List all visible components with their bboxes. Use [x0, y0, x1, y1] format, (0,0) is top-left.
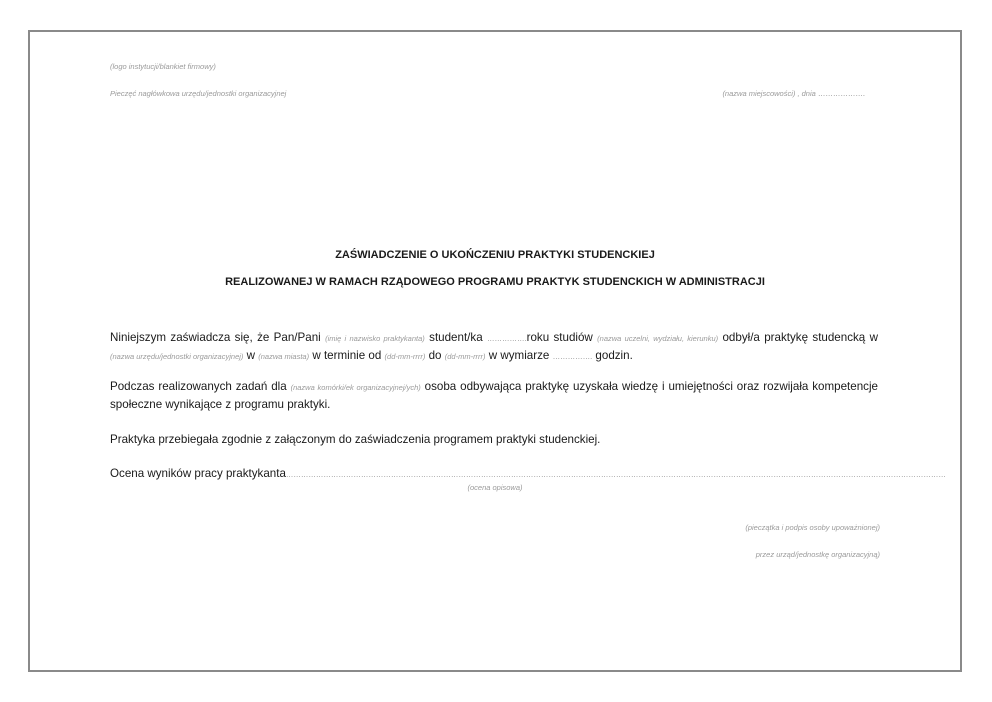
text-segment: Podczas realizowanych zadań dla [110, 380, 287, 393]
name-placeholder: (imię i nazwisko praktykanta) [325, 334, 425, 343]
signature-hint-line-1: (pieczątka i podpis osoby upoważnionej) [745, 523, 880, 532]
text-segment: w wymiarze [488, 349, 550, 362]
text-segment: w [246, 349, 256, 362]
end-date-placeholder: (dd-mm-rrrr) [444, 352, 486, 361]
certificate-sheet [28, 30, 962, 672]
hours-blank: ……………. [552, 352, 593, 361]
text-segment: godzin. [595, 349, 633, 362]
certification-paragraph [110, 329, 878, 365]
rating-hint: (ocena opisowa) [467, 483, 523, 492]
text-segment: student/ka [429, 331, 483, 344]
start-date-placeholder: (dd-mm-rrrr) [384, 352, 426, 361]
date-blank: ………………. [817, 89, 865, 98]
text-segment: osoba odbywająca praktykę uzyskała wiedzę i umiejętności oraz rozwijała kompetencje społeczne wynikające z programu praktyki. [110, 380, 878, 411]
text-segment: Niniejszym zaświadcza się, że Pan/Pani [110, 331, 321, 344]
document-subtitle: REALIZOWANEJ W RAMACH RZĄDOWEGO PROGRAMU PRAKTYK STUDENCKICH W ADMINISTRACJI [225, 276, 765, 288]
text-segment: w terminie od [312, 349, 382, 362]
university-placeholder: (nazwa uczelni, wydziału, kierunku) [597, 334, 719, 343]
skills-paragraph [110, 378, 878, 413]
rating-blank: ………………………………………………………………………………………………………………………………………………………………………………………………………………………………………… [285, 470, 946, 479]
text-segment: do [428, 349, 442, 362]
office-placeholder: (nazwa urzędu/jednostki organizacyjnej) [110, 352, 244, 361]
department-placeholder: (nazwa komórki/ek organizacyjnej/ych) [290, 383, 421, 392]
program-paragraph: Praktyka przebiegała zgodnie z załączonym do zaświadczenia programem praktyki studenckiej. [110, 433, 601, 446]
year-blank: ……………. [487, 334, 527, 343]
text-segment: odbył/a praktykę studencką w [722, 331, 878, 344]
place-date-hint: (nazwa miejscowości) , dnia [722, 89, 816, 98]
rating-paragraph [110, 465, 946, 483]
city-placeholder: (nazwa miasta) [258, 352, 310, 361]
text-segment: roku studiów [526, 331, 593, 344]
place-date-field [722, 89, 865, 98]
signature-hint-line-2: przez urząd/jednostkę organizacyjną) [755, 550, 880, 559]
document-title: ZAŚWIADCZENIE O UKOŃCZENIU PRAKTYKI STUDENCKIEJ [335, 249, 655, 261]
rating-label: Ocena wyników pracy praktykanta [110, 467, 286, 480]
stamp-placeholder: Pieczęć nagłówkowa urzędu/jednostki organizacyjnej [110, 89, 287, 98]
logo-placeholder: (logo instytucji/blankiet firmowy) [110, 62, 216, 71]
